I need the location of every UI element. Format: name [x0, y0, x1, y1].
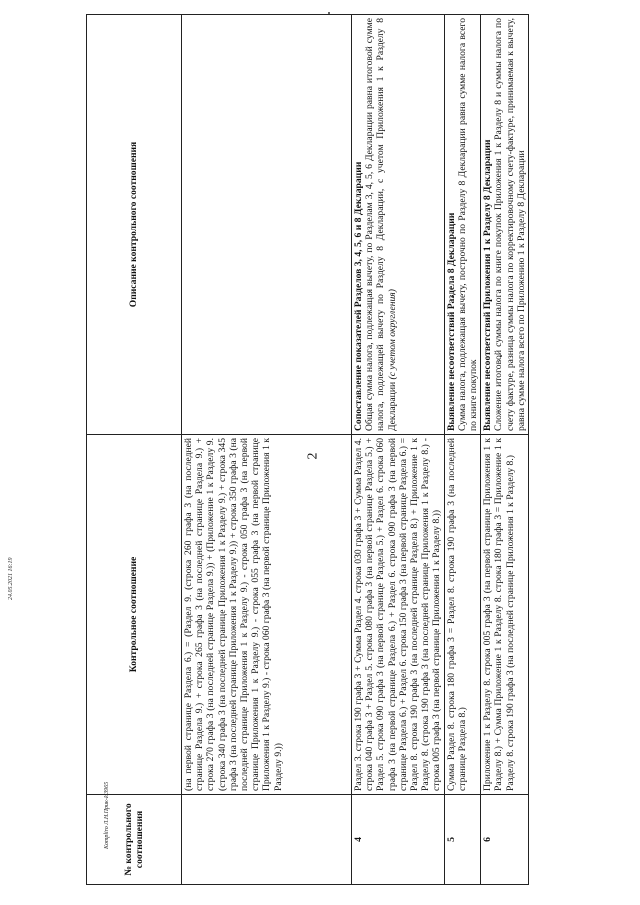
row-description-body: Сумма налога, подлежащая вычету, построчно по Разделу 8 Декларации равна сумме налога всего по книге покупок	[456, 18, 480, 431]
table-row	[182, 15, 352, 885]
row-description-title: Сопоставление показателей Разделов 3, 4, 5, 6 и 8 Декларации	[353, 161, 364, 431]
rotated-table-wrapper	[86, 15, 584, 885]
row-description	[481, 15, 529, 435]
row-relation: Сумма Раздел 8. строка 180 графа 3 = Раздел 8. строка 190 графа 3 (на последней странице Раздела 8.)	[444, 435, 481, 795]
row-number: 5	[444, 795, 481, 885]
table-row	[444, 15, 481, 885]
row-description-title: Выявление несоответствий Раздела 8 Декларации	[445, 212, 457, 431]
row-description-note: (с учетом округления)	[386, 289, 398, 380]
footer-stamp: Kompliro Л.Н.Прик-И3965	[104, 781, 110, 849]
row-number	[182, 795, 352, 885]
header-number: № контрольного соотношения	[87, 795, 182, 885]
row-relation: Приложение 1 к Разделу 8. строка 005 графа 3 (на первой странице Приложения 1 к Разделу 8.) + Сумма Приложение 1 к Разделу 8. строка 180 графа 3 = Приложение 1 к Разделу 8. строка 190 графа 3 (на последней странице Приложения 1 к Разделу 8.)	[481, 435, 529, 795]
row-relation: (на первой странице Раздела 6.) = (Раздел 9. (строка 260 графа 3 (на последней странице Раздела 9.) + строка 265 графа 3 (на последней странице Раздела 9.) + строка 270 графа 3 (на последней странице Раздела 9.)) + (Приложение 1 к Разделу 9. (строка 340 графа 3 (на последней странице Приложения 1 к Разделу 9.) + строка 345 графа 3 (на последней странице Приложения 1 к Разделу 9.)) + строка 350 графа 3 (на последней странице Приложения 1 к Разделу 9.) - строка 050 графа 3 (на первой странице Приложения 1 к Разделу 9.) - строка 055 графа 3 (на первой странице Приложения 1 к Разделу 9.) - строка 060 графа 3 (на первой странице Приложения 1 к Разделу 9.))	[182, 435, 352, 795]
row-description-title: Выявление несоответствий Приложения 1 к Разделу 8 Декларации	[482, 139, 494, 431]
header-description: Описание контрольного соотношения	[87, 15, 182, 435]
table-header-row	[87, 15, 182, 885]
header-relation: Контрольное соотношение	[87, 435, 182, 795]
row-relation: Раздел 3. строка 190 графа 3 + Сумма Раздел 4. строка 030 графа 3 + Сумма Раздел 4. строка 040 графа 3 + Раздел 5. строка 080 графа 3 (на первой странице Раздела 5.) + Раздел 5. строка 090 графа 3 (на первой странице Раздела 5.) + Раздел 6. строка 060 графа 3 (на первой странице Раздела 6.) + Раздел 6. строка 090 графа 3 (на первой странице Раздела 6.) + Раздел 6. строка 150 графа 3 (на первой странице Раздела 6.) = Раздел 8. строка 190 графа 3 (на последней странице Раздела 8.) + Приложение 1 к Разделу 8. (строка 190 графа 3 (на последней странице Приложения 1 к Разделу 8.) - строка 005 графа 3 (на первой странице Приложения 1 к Разделу 8.))	[352, 435, 445, 795]
page-number: 2	[305, 452, 321, 460]
table-row	[352, 15, 445, 885]
row-description-body: Общая сумма налога, подлежащая вычету, по Разделам 3, 4, 5, 6 Декларации равна итоговой сумме налога, подлежащей вычету по Разделу 8 Декларации, с учетом Приложения 1 к Разделу 8 Декларации	[364, 18, 398, 431]
row-description	[444, 15, 481, 435]
control-relations-table	[86, 14, 529, 885]
table-row	[481, 15, 529, 885]
footer-timestamp: 24.05.2021 16:19	[8, 557, 14, 600]
row-number: 4	[352, 795, 445, 885]
row-number: 6	[481, 795, 529, 885]
row-description-body: Сложение итоговой суммы налога по книге покупок Приложения 1 к Разделу 8 и суммы налога по счету фактуре, разница суммы налога по корректировочному счету-фактуре, принимаемая к вычету, равна сумме налога всего по Приложению 1 к Разделу 8 Декларации	[493, 18, 527, 431]
row-description	[182, 15, 352, 435]
row-description	[352, 15, 445, 435]
